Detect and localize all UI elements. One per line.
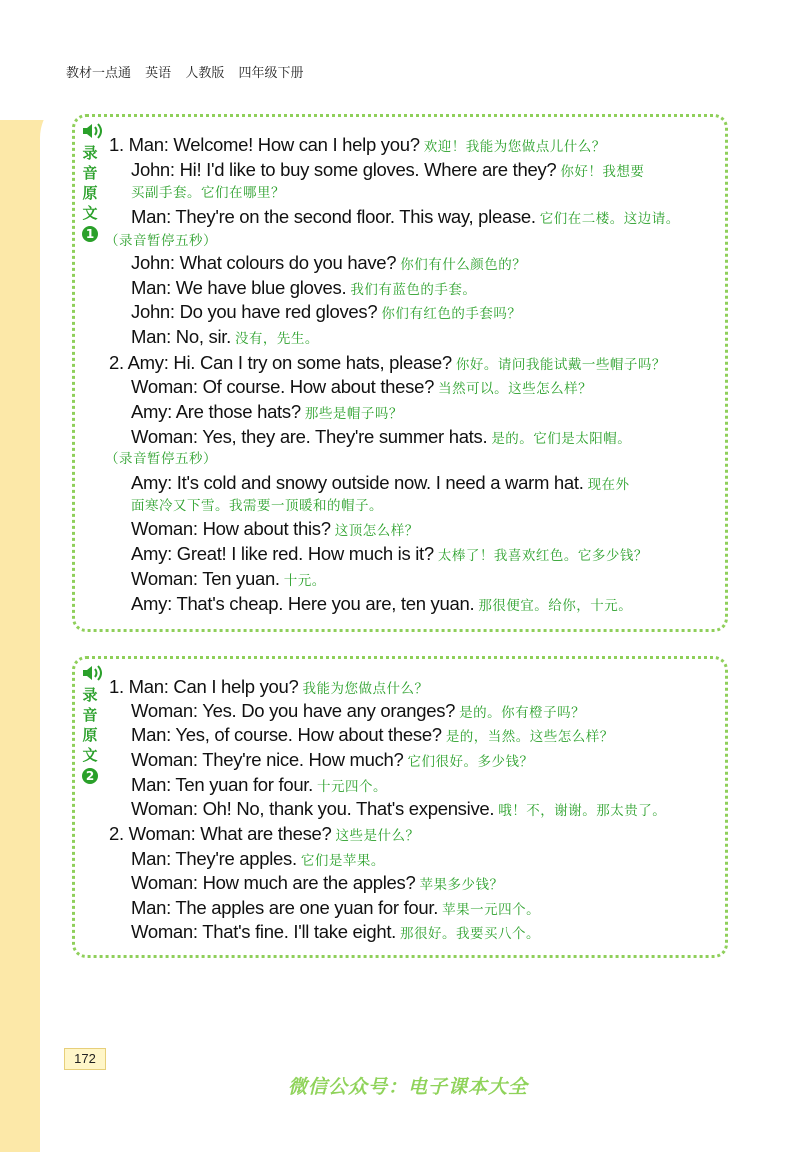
transcript-line: 2. Woman: What are these? 这些是什么？ [109, 823, 420, 844]
transcript-line: Woman: Oh! No, thank you. That's expensive. 哦！不，谢谢。那太贵了。 [131, 798, 667, 819]
speaker-icon[interactable] [81, 121, 107, 141]
page-header [66, 62, 313, 81]
transcript-line: Woman: How much are the apples? 苹果多少钱？ [131, 872, 504, 893]
transcript-line: Woman: That's fine. I'll take eight. 那很好。我要买八个。 [131, 921, 540, 942]
transcript-line: Woman: Of course. How about these? 当然可以。这些怎么样？ [131, 376, 593, 397]
transcript-line-cont: 买副手套。它们在哪里？ [131, 185, 285, 201]
transcript-box-2 [72, 656, 728, 958]
transcript-box-1 [72, 114, 728, 632]
header-edition: 人教版 [185, 66, 225, 81]
header-grade: 四年级下册 [238, 66, 304, 81]
transcript-line: Woman: Yes. Do you have any oranges? 是的。你有橙子吗？ [131, 700, 586, 721]
transcript-line-cont: 面寒冷又下雪。我需要一顶暖和的帽子。 [131, 498, 383, 514]
label-char: 原 [82, 726, 98, 744]
transcript-line: Amy: Great! I like red. How much is it? 太棒了！我喜欢红色。它多少钱？ [131, 543, 648, 564]
transcript-line: Woman: Ten yuan. 十元。 [131, 568, 326, 589]
label-char: 音 [82, 706, 98, 724]
transcript-line: Amy: That's cheap. Here you are, ten yuan. 那很便宜。给你，十元。 [131, 593, 633, 614]
transcript-line: Amy: It's cold and snowy outside now. I need a warm hat. 现在外 [131, 472, 630, 493]
page-number: 172 [64, 1048, 106, 1070]
transcript-line: John: Hi! I'd like to buy some gloves. Where are they? 你好！我想要 [131, 159, 645, 180]
transcript-line: 1. Man: Welcome! How can I help you? 欢迎！我能为您做点儿什么？ [109, 134, 606, 155]
speaker-icon[interactable] [81, 663, 107, 683]
transcript-line: Man: The apples are one yuan for four. 苹果一元四个。 [131, 897, 541, 918]
label-char: 文 [82, 204, 98, 222]
transcript-line: Man: They're on the second floor. This way, please. 它们在二楼。这边请。 [131, 206, 680, 227]
transcript-line: Woman: How about this? 这顶怎么样？ [131, 518, 419, 539]
header-book: 教材一点通 [66, 66, 132, 81]
transcript-line: 1. Man: Can I help you? 我能为您做点什么？ [109, 676, 429, 697]
transcript-line: Man: No, sir. 没有，先生。 [131, 326, 319, 347]
footer-watermark: 微信公众号：电子课本大全 [288, 1076, 529, 1098]
transcript-line: 2. Amy: Hi. Can I try on some hats, please? 你好。请问我能试戴一些帽子吗？ [109, 352, 666, 373]
section-number-badge: 1 [82, 226, 98, 242]
section-label-1 [80, 143, 100, 243]
transcript-line: John: What colours do you have? 你们有什么颜色的？ [131, 252, 527, 273]
label-char: 录 [82, 686, 98, 704]
label-char: 音 [82, 164, 98, 182]
transcript-line: John: Do you have red gloves? 你们有红色的手套吗？ [131, 301, 522, 322]
section-label-2 [80, 685, 100, 785]
pause-note: （录音暂停五秒） [105, 451, 217, 467]
transcript-line: Woman: Yes, they are. They're summer hats. 是的。它们是太阳帽。 [131, 426, 632, 447]
transcript-line: Man: Yes, of course. How about these? 是的，当然。这些怎么样？ [131, 724, 614, 745]
pause-note: （录音暂停五秒） [105, 233, 217, 249]
transcript-line: Woman: They're nice. How much? 它们很好。多少钱？ [131, 749, 534, 770]
transcript-line: Amy: Are those hats? 那些是帽子吗？ [131, 401, 403, 422]
transcript-line: Man: Ten yuan for four. 十元四个。 [131, 774, 387, 795]
label-char: 原 [82, 184, 98, 202]
section-number-badge: 2 [82, 768, 98, 784]
header-subject: 英语 [145, 66, 172, 81]
transcript-line: Man: We have blue gloves. 我们有蓝色的手套。 [131, 277, 477, 298]
label-char: 文 [82, 746, 98, 764]
transcript-line: Man: They're apples. 它们是苹果。 [131, 848, 385, 869]
label-char: 录 [82, 144, 98, 162]
